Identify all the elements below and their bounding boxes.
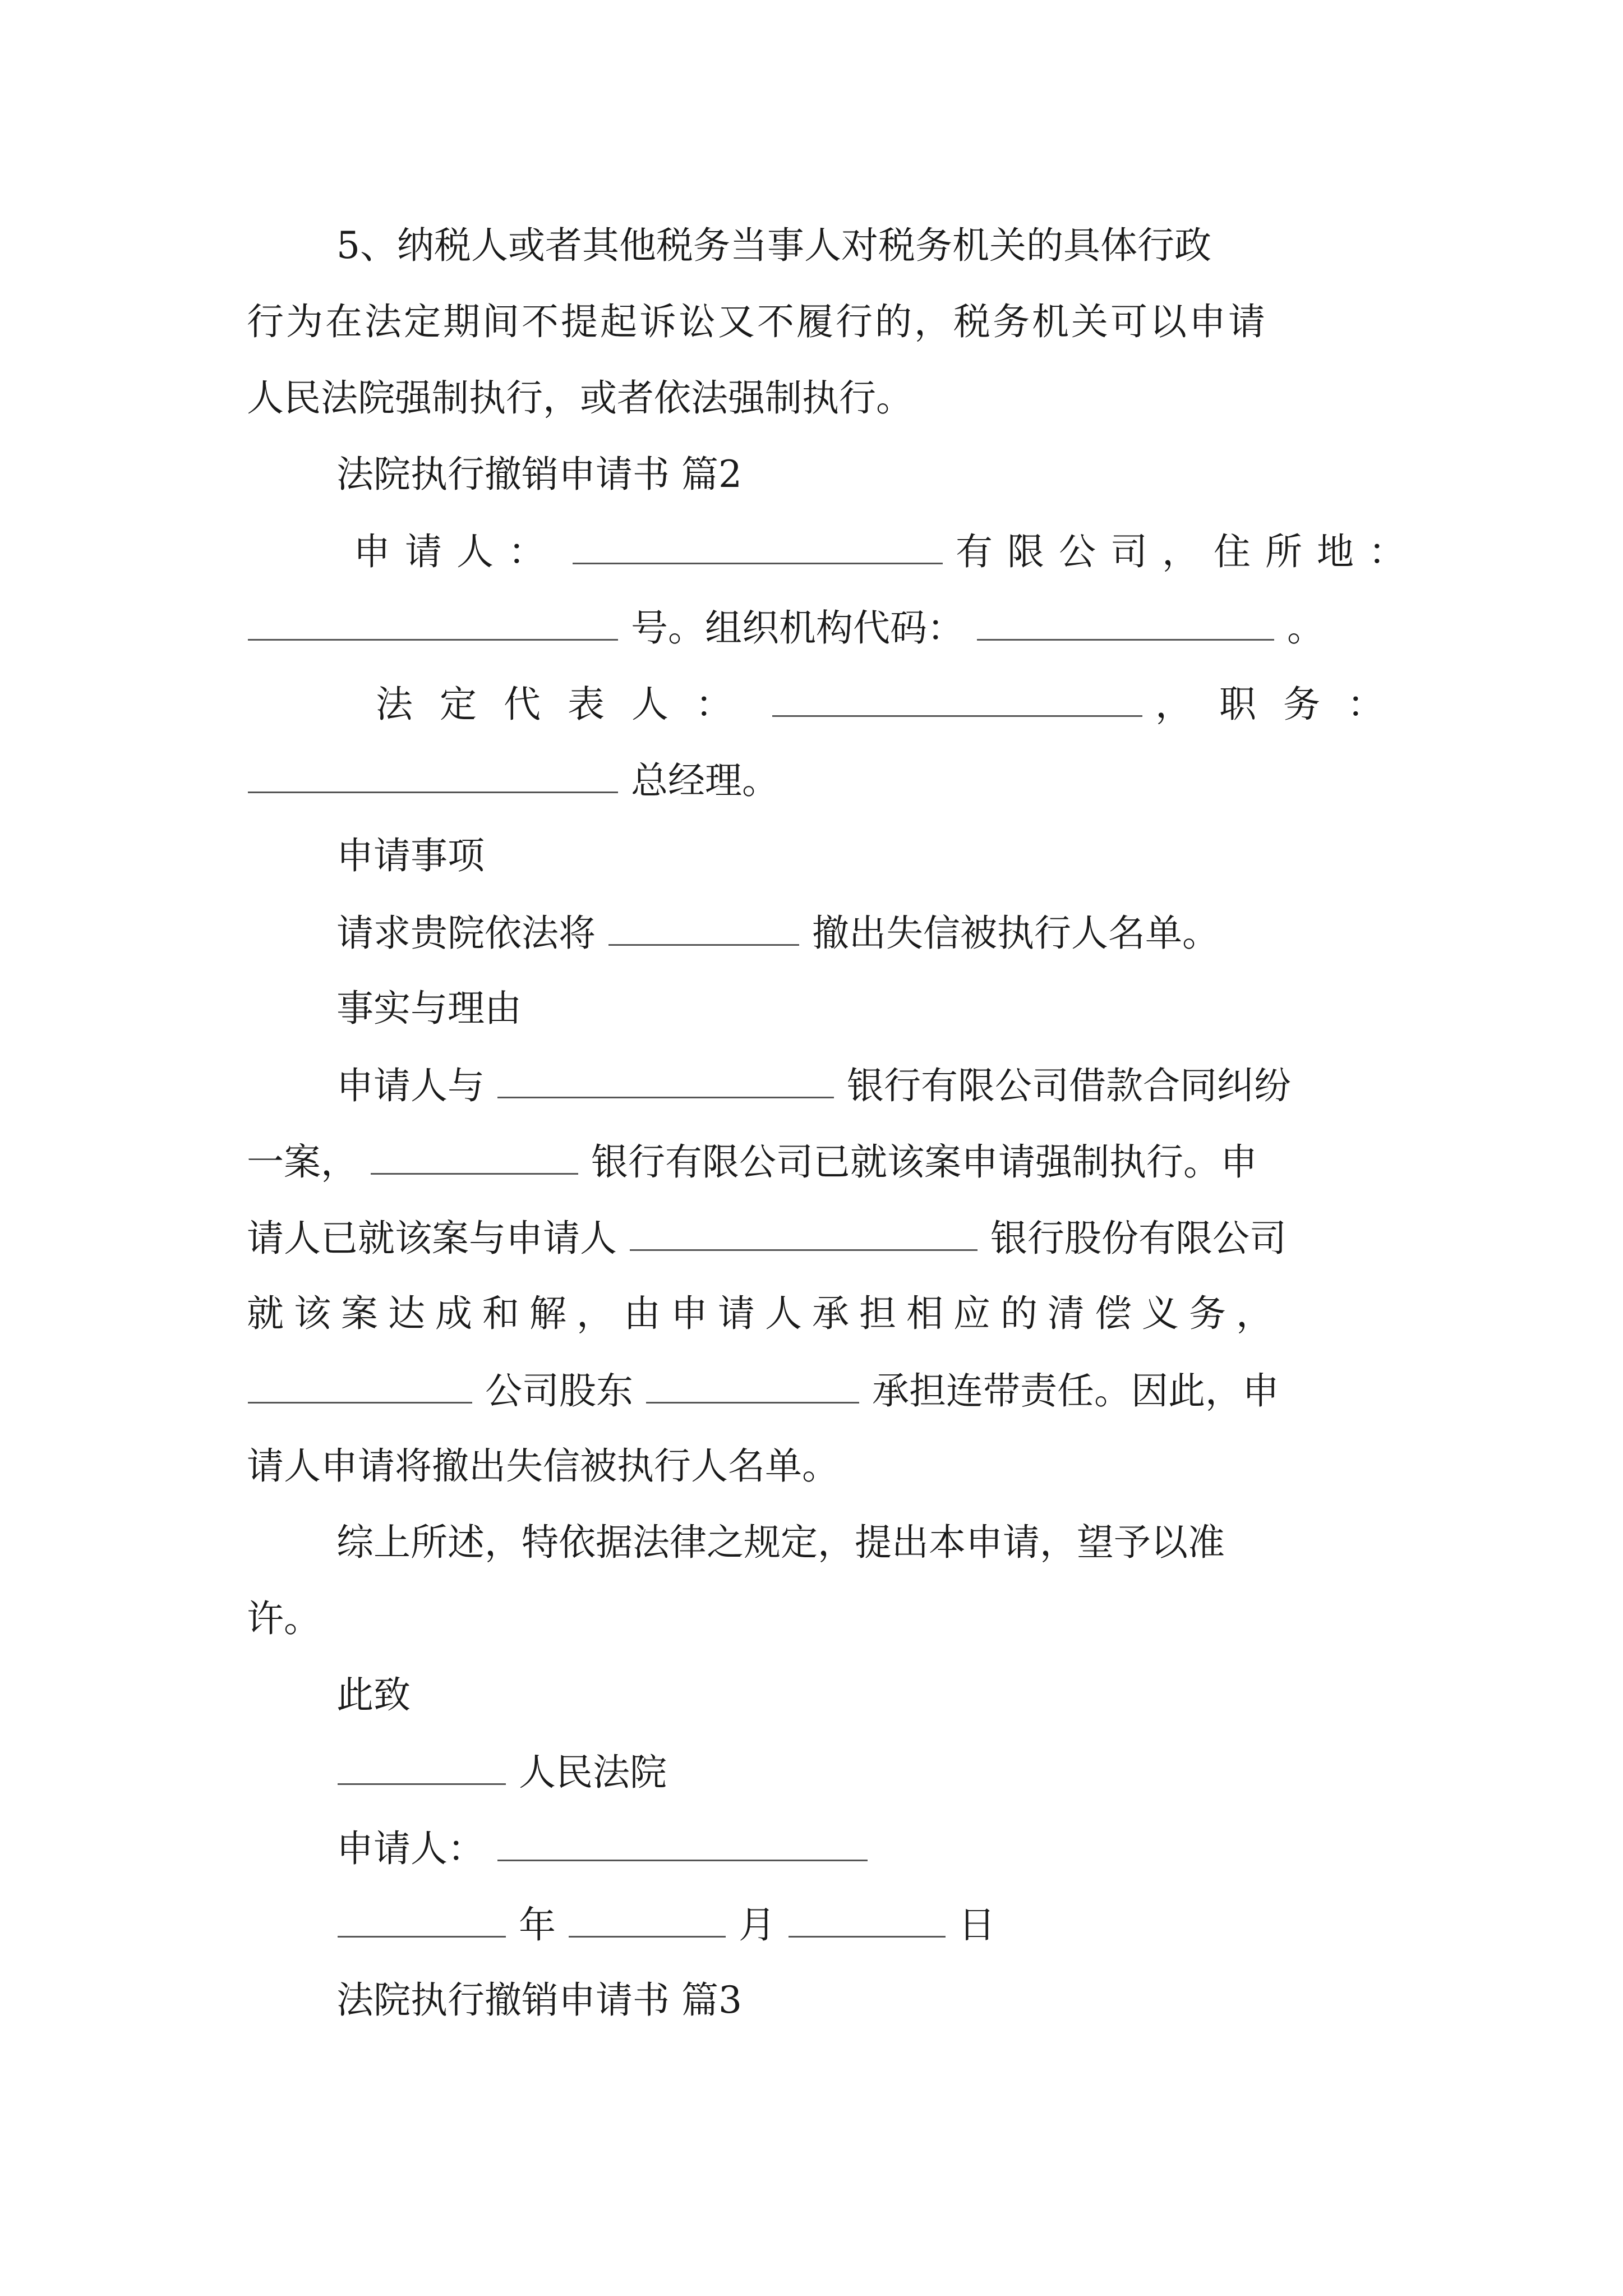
item5-line2-text: 行为在法定期间不提起诉讼又不履行的，税务机关可以申请: [247, 300, 1267, 343]
year-label: 年: [518, 1903, 556, 1947]
legal-rep-label: 法定代表人：: [376, 683, 759, 726]
facts-a: 申请人与: [336, 1064, 485, 1107]
item5-line2: [247, 297, 1385, 347]
legal-rep-blank: [772, 678, 1142, 717]
facts-line5: [247, 1365, 1385, 1415]
position-line: [247, 754, 1385, 805]
org-code-blank: [977, 602, 1274, 641]
facts-blank2: [371, 1136, 578, 1175]
address-line: [247, 602, 1385, 652]
facts-e: 请人已就该案与申请人: [247, 1217, 617, 1260]
facts-line2: [247, 1136, 1385, 1186]
item5-line3: 人民法院强制执行，或者依法强制执行。: [247, 376, 913, 420]
signature-line: [336, 1823, 1385, 1873]
signature-blank: [497, 1823, 868, 1861]
request-text-a: 请求贵院依法将: [336, 912, 596, 955]
applicant-blank: [573, 526, 943, 564]
facts-line3: [247, 1212, 1385, 1263]
facts-heading: 事实与理由: [336, 987, 522, 1030]
court-name: 人民法院: [518, 1751, 667, 1794]
year-blank: [338, 1899, 506, 1938]
org-code-period: 。: [1287, 606, 1324, 650]
salutation: 此致: [336, 1673, 411, 1717]
item5-line1: 5、纳税人或者其他税务当事人对税务机关的具体行政: [336, 224, 1211, 267]
request-text-b: 撤出失信被执行人名单。: [811, 912, 1219, 955]
address-suffix: 号。组织机构代码：: [630, 606, 964, 650]
facts-blank3: [630, 1212, 978, 1251]
month-label: 月: [738, 1903, 776, 1947]
company-suffix: 有限公司，住所地：: [955, 530, 1420, 573]
facts-line6: 请人申请将撤出失信被执行人名单。: [247, 1444, 839, 1488]
facts-blank4: [248, 1365, 472, 1404]
applicant-label: 申请人：: [353, 530, 560, 573]
address-blank: [248, 602, 618, 641]
day-label: 日: [958, 1903, 995, 1947]
position-label: ，职务：: [1155, 683, 1411, 726]
facts-blank1: [497, 1060, 834, 1098]
day-blank: [789, 1899, 946, 1938]
facts-b: 银行有限公司借款合同纠纷: [846, 1064, 1291, 1107]
legal-rep-line: [376, 678, 1411, 729]
date-line: [336, 1899, 1385, 1949]
facts-g: 就该案达成和解，由申请人承担相应的清偿义务，: [247, 1292, 1283, 1335]
facts-h: 公司股东: [485, 1369, 633, 1412]
section3-heading: 法院执行撤销申请书 篇3: [336, 1978, 742, 2022]
facts-line1: [336, 1060, 1385, 1110]
facts-c: 一案，: [247, 1140, 358, 1184]
applicant-line: [353, 526, 1420, 576]
facts-f: 银行股份有限公司: [990, 1217, 1287, 1260]
court-blank: [338, 1746, 506, 1785]
facts-blank5: [646, 1365, 859, 1404]
facts-i: 承担连带责任。因此，申: [872, 1369, 1279, 1412]
request-heading: 申请事项: [336, 834, 485, 877]
facts-d: 银行有限公司已就该案申请强制执行。申: [591, 1140, 1257, 1184]
position-blank: [248, 754, 618, 793]
position-value: 总经理。: [630, 759, 779, 802]
summary-line1: 综上所述，特依据法律之规定，提出本申请，望予以准: [336, 1521, 1225, 1564]
request-blank: [608, 907, 799, 946]
section2-heading: 法院执行撤销申请书 篇2: [336, 453, 742, 496]
month-blank: [569, 1899, 726, 1938]
facts-line4: [247, 1289, 1385, 1339]
summary-line2: 许。: [247, 1597, 321, 1640]
signature-label: 申请人：: [336, 1827, 485, 1870]
court-line: [336, 1746, 1385, 1797]
request-line: [336, 907, 1385, 958]
